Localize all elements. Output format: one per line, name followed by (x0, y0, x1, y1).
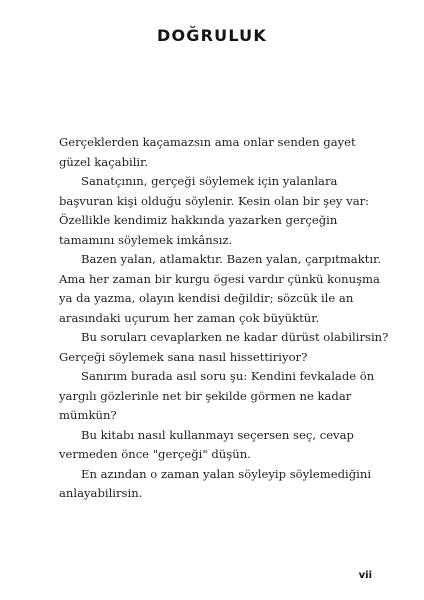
page-number: vii (358, 570, 372, 581)
chapter-body (59, 133, 389, 504)
paragraph: Sanırım burada asıl soru şu: Kendini fevkalade ön yargılı gözlerinle net bir şekilde görmen ne kadar mümkün? (59, 369, 375, 422)
chapter-title: DOĞRULUK (157, 26, 267, 45)
paragraph: Sanatçının, gerçeği söylemek için yalanlara başvuran kişi olduğu söylenir. Kesin olan bir şey var: Özellikle kendimiz hakkında yazarken gerçeğin tamamını söylemek imkânsız. (59, 174, 370, 247)
paragraph: Gerçeklerden kaçamazsın ama onlar senden gayet güzel kaçabilir. (59, 135, 356, 169)
paragraph: Bu kitabı nasıl kullanmayı seçersen seç, cevap vermeden önce "gerçeği" düşün. (59, 427, 354, 461)
paragraph: Bu soruları cevaplarken ne kadar dürüst olabilirsin? Gerçeği söylemek sana nasıl hissettiriyor? (59, 330, 389, 364)
paragraph: Bazen yalan, atlamaktır. Bazen yalan, çarpıtmaktır. Ama her zaman bir kurgu ögesi vardır çünkü konuşma ya da yazma, olayın kendisi değildir; sözcük ile an arasındaki uçurum her zaman çok büyüktür. (59, 252, 382, 325)
paragraph: En azından o zaman yalan söyleyip söylemediğini anlayabilirsin. (59, 466, 372, 500)
